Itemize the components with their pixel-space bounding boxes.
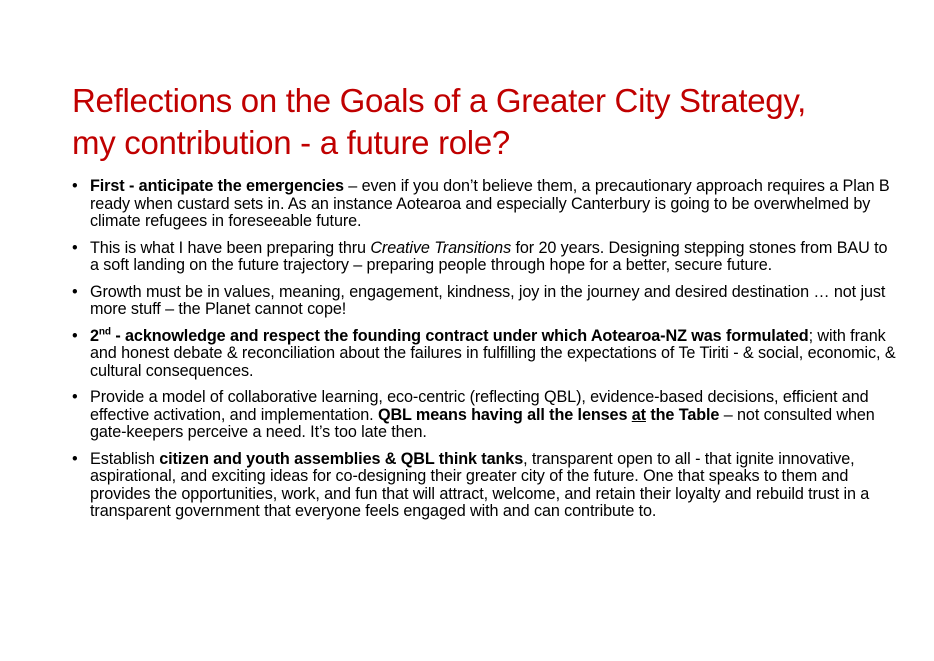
bullet-4-num: 2 bbox=[90, 326, 99, 345]
bullet-5-post: – not consulted when gate-keepers perceive a need. It’s too late then. bbox=[90, 405, 875, 441]
bullet-2-pre: This is what I have been preparing thru bbox=[90, 238, 371, 257]
bullet-item-5 bbox=[70, 389, 900, 442]
bullet-dot: • bbox=[72, 449, 78, 468]
bullet-3-text: Growth must be in values, meaning, engagement, kindness, joy in the journey and desired destination … not just more stuff – the Planet cannot cope! bbox=[90, 282, 886, 318]
bullet-dot: • bbox=[72, 177, 78, 195]
bullet-dot: • bbox=[72, 238, 78, 257]
title-line-1: Reflections on the Goals of a Greater City Strategy, bbox=[72, 82, 806, 119]
bullet-6-bold: citizen and youth assemblies & QBL think tanks bbox=[159, 449, 524, 468]
bullet-list bbox=[70, 178, 900, 530]
bullet-dot: • bbox=[72, 282, 78, 301]
bullet-4-bold: - acknowledge and respect the founding contract under which Aotearoa-NZ was formulated bbox=[110, 326, 809, 345]
bullet-4-sup: nd bbox=[98, 326, 111, 338]
bullet-5-underline: at bbox=[631, 405, 646, 424]
bullet-item-1 bbox=[70, 178, 900, 231]
bullet-5-bold2: the Table bbox=[645, 405, 720, 424]
bullet-5-pre: Provide a model of collaborative learning, eco-centric (reflecting QBL), evidence-based decisions, efficient and effective activation, and implementation. bbox=[90, 388, 869, 424]
bullet-item-2 bbox=[70, 240, 900, 275]
bullet-4-text: ; with frank and honest debate & reconciliation about the failures in fulfilling the expectations of Te Tiriti - & social, economic, & cultural consequences. bbox=[90, 326, 896, 380]
bullet-6-pre: Establish bbox=[90, 449, 160, 468]
bullet-2-post: for 20 years. Designing stepping stones from BAU to a soft landing on the future trajectory – preparing people through hope for a better, secure future. bbox=[90, 238, 888, 274]
bullet-1-text: – even if you don’t believe them, a precautionary approach requires a Plan B ready when custard sets in. As an instance Aotearoa and especially Canterbury is going to be overwhelmed by climate refugees in foreseeable future. bbox=[90, 177, 890, 230]
bullet-dot: • bbox=[72, 326, 78, 345]
bullet-dot: • bbox=[72, 388, 78, 406]
bullet-item-6 bbox=[70, 451, 900, 521]
bullet-item-3 bbox=[70, 284, 900, 319]
title-line-2: my contribution - a future role? bbox=[72, 124, 510, 161]
bullet-6-post: , transparent open to all - that ignite innovative, aspirational, and exciting ideas for co-designing their greater city of the future. One that speaks to them and provides the opportunities, work, and fun that will attract, welcome, and retain their loyalty and rebuild trust in a transparent government that everyone feels engaged with and can contribute to. bbox=[90, 449, 870, 520]
bullet-5-bold1: QBL means having all the lenses bbox=[377, 405, 632, 424]
bullet-2-italic: Creative Transitions bbox=[370, 238, 512, 257]
slide-title bbox=[72, 80, 892, 164]
bullet-1-lead: First - anticipate the emergencies bbox=[90, 177, 344, 195]
bullet-item-4 bbox=[70, 328, 900, 381]
